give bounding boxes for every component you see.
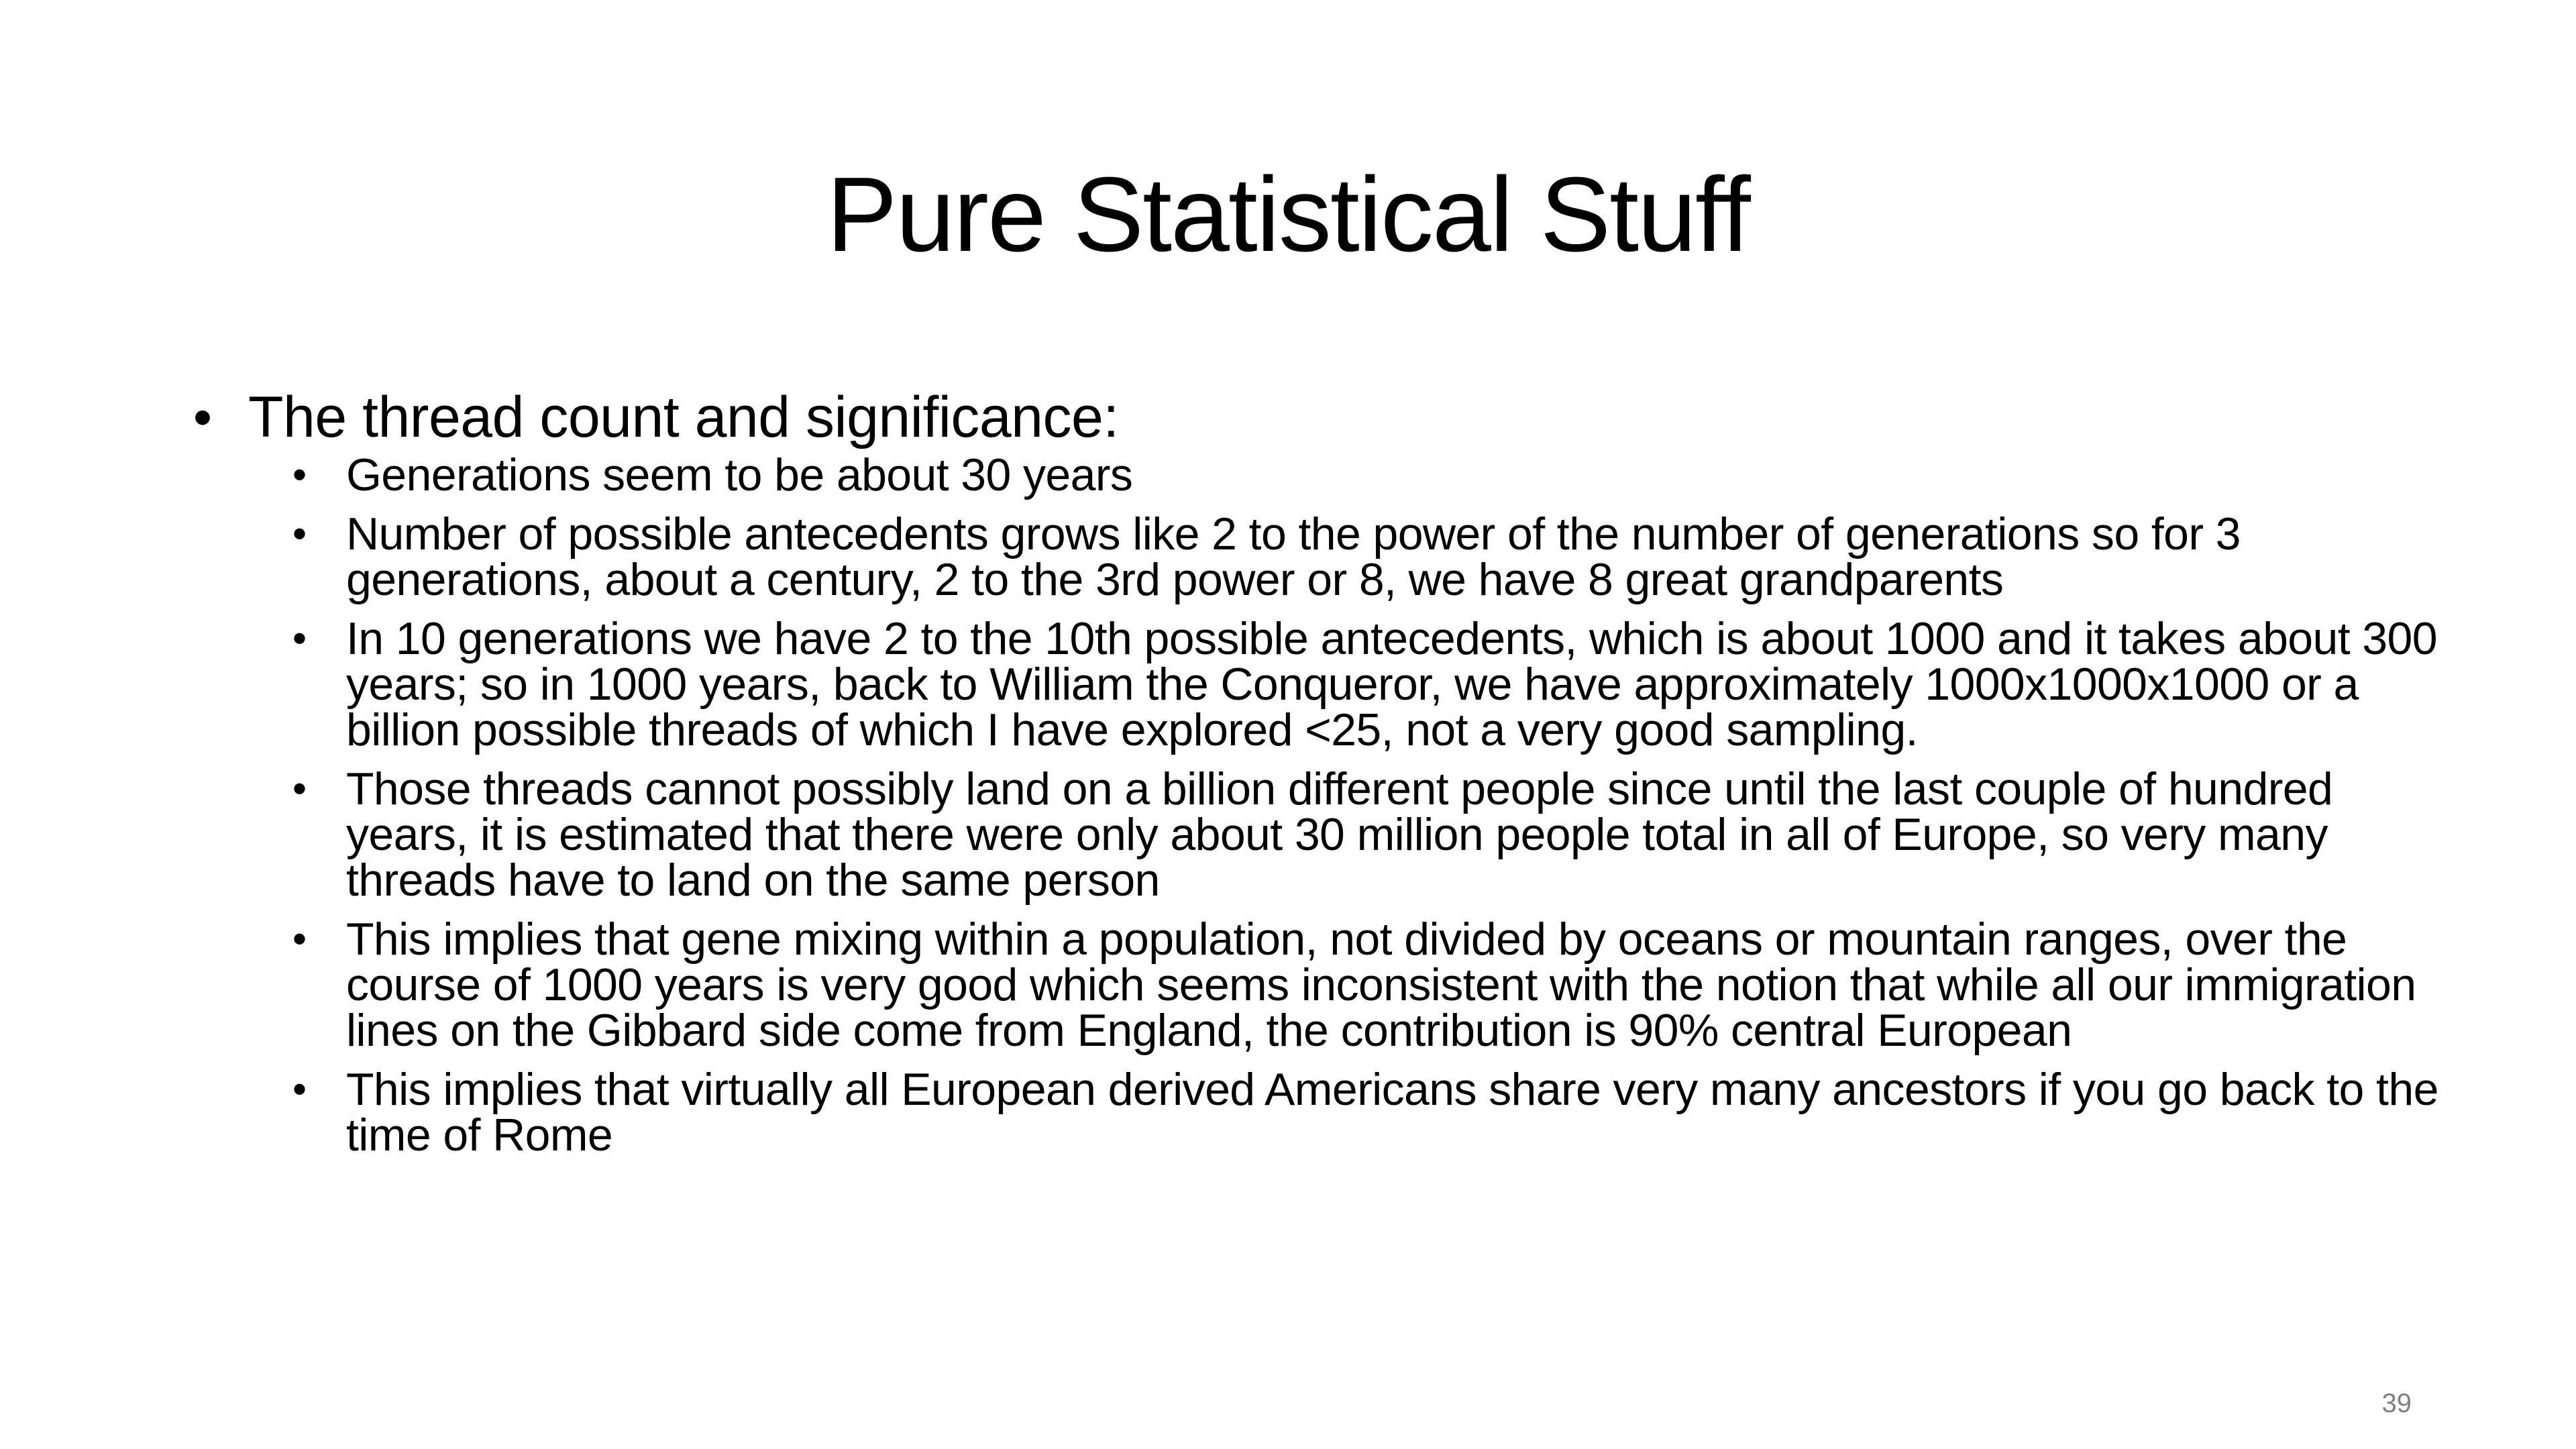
sub-bullet (292, 613, 2461, 755)
sub-bullet-text: Generations seem to be about 30 years (346, 449, 1133, 500)
bullet-icon: • (292, 616, 307, 661)
sub-bullet-text: This implies that virtually all European derived Americans share very many ancestors if you go back to the time of Rome (346, 1064, 2438, 1161)
main-bullet-text: The thread count and significance: (248, 385, 1119, 449)
sub-bullet-text: This implies that gene mixing within a population, not divided by oceans or mountain ranges, over the course of 1000 years is very good which seems inconsistent with the notion that while all our immigration lines on the Gibbard side come from England, the contribution is 90% central European (346, 914, 2416, 1056)
sub-bullet (292, 508, 2461, 605)
sub-bullet (292, 449, 2461, 500)
sub-bullet-text: In 10 generations we have 2 to the 10th possible antecedents, which is about 1000 and it takes about 300 years; so in 1000 years, back to William the Conqueror, we have approximately 1000x1000x1000 or a billion possible threads of which I have explored <25, not a very good sampling. (346, 613, 2437, 755)
page-number: 39 (2381, 1389, 2412, 1418)
bullet-icon: • (292, 766, 307, 811)
bullet-icon: • (292, 1067, 307, 1112)
bullet-icon: • (292, 511, 307, 556)
bullet-icon: • (292, 916, 307, 961)
main-bullet (193, 382, 2461, 452)
sub-bullet (292, 763, 2461, 906)
bullet-icon: • (193, 387, 212, 447)
slide-content (193, 382, 2461, 1171)
slide-title: Pure Statistical Stuff (826, 156, 1750, 274)
sub-bullet (292, 1064, 2461, 1161)
sub-bullet-text: Number of possible antecedents grows like 2 to the power of the number of generations so for 3 generations, about a century, 2 to the 3rd power or 8, we have 8 great grandparents (346, 508, 2241, 605)
sub-bullet (292, 914, 2461, 1056)
bullet-icon: • (292, 452, 307, 497)
sub-bullet-text: Those threads cannot possibly land on a billion different people since until the last couple of hundred years, it is estimated that there were only about 30 million people total in all of Europe, so very many threads have to land on the same person (346, 763, 2333, 906)
sub-bullet-list (292, 449, 2461, 1161)
